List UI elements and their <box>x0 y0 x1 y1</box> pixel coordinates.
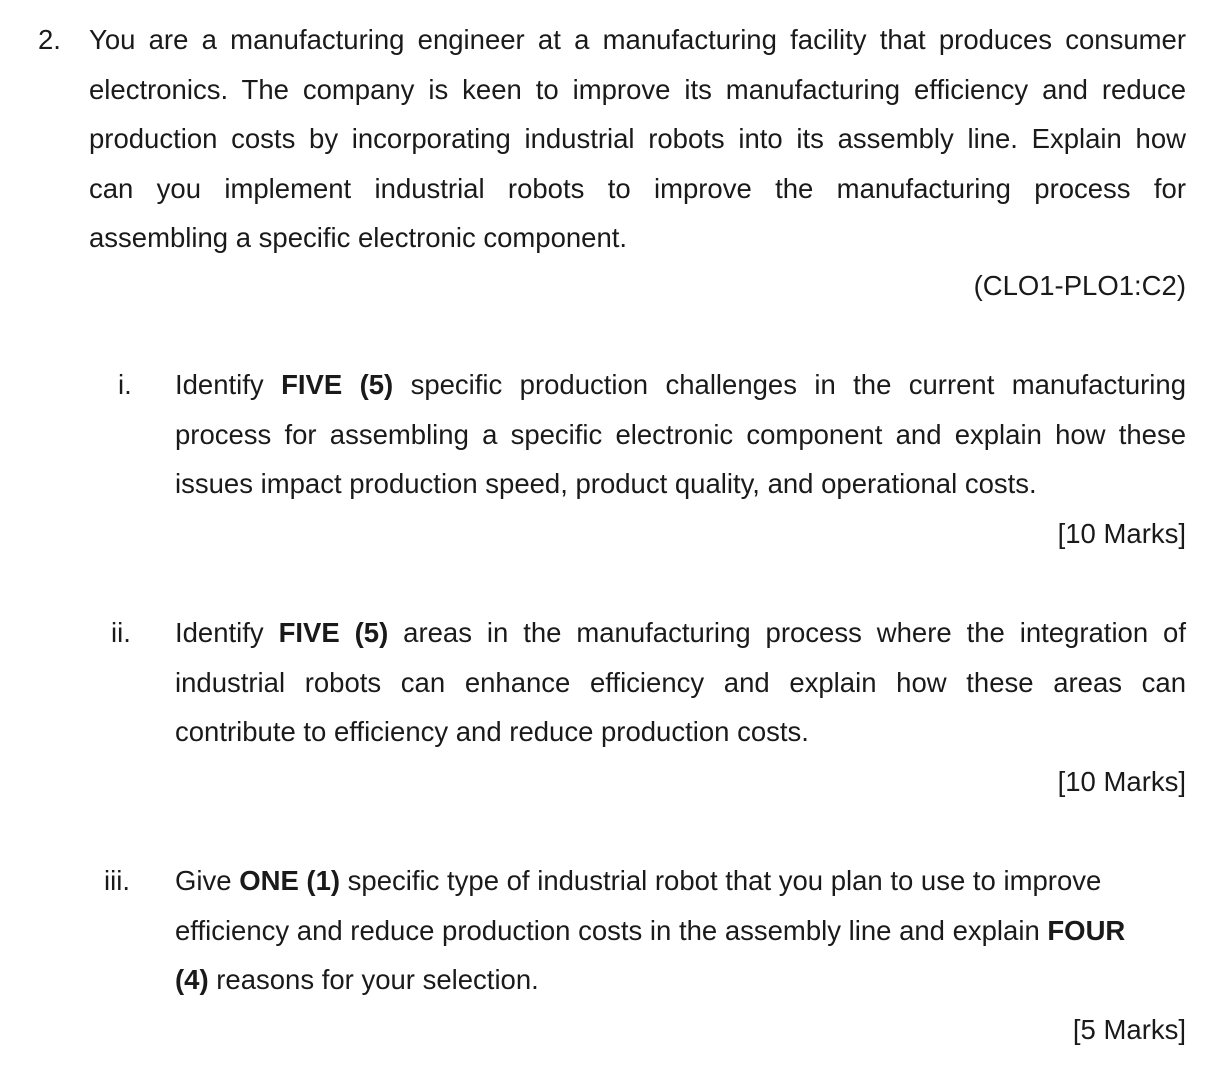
emphasis-count: FOUR <box>1047 914 1126 946</box>
sub-question-line-3: (4) reasons for your selection. <box>175 964 539 996</box>
emphasis-count: ONE (1) <box>239 865 341 896</box>
sub-question-line-3: issues impact production speed, product quality, and operational costs. <box>175 468 1037 500</box>
clo-reference: (CLO1-PLO1:C2) <box>973 270 1186 301</box>
marks-label: [10 Marks] <box>1057 766 1186 797</box>
sub-question-text <box>175 608 1186 757</box>
question-text <box>89 15 1186 263</box>
sub-question-numeral: i. <box>118 369 132 400</box>
marks-label: [10 Marks] <box>1057 518 1186 549</box>
emphasis-count: FIVE (5) <box>281 369 394 400</box>
sub-question-numeral: iii. <box>104 865 130 896</box>
question-line-3: production costs by incorporating industrial robots into its assembly line. Explain how <box>89 123 1186 155</box>
sub-question-line-1: Identify FIVE (5) areas in the manufacturing process where the integration of <box>175 617 1186 648</box>
sub-question-line-2: efficiency and reduce production costs in the assembly line and explain FOUR <box>175 914 1126 946</box>
sub-question-line-3: contribute to efficiency and reduce production costs. <box>175 716 809 748</box>
emphasis-count: FIVE (5) <box>278 617 389 648</box>
sub-question-line-1: Identify FIVE (5) specific production challenges in the current manufacturing <box>175 369 1186 400</box>
sub-question-text <box>175 856 1170 1005</box>
question-line-5: assembling a specific electronic component. <box>89 222 628 254</box>
emphasis-count: (4) <box>175 964 209 996</box>
question-line-1: You are a manufacturing engineer at a manufacturing facility that produces consumer <box>89 24 1186 55</box>
sub-question-line-2: industrial robots can enhance efficiency and explain how these areas can <box>175 666 1186 698</box>
question-line-2: electronics. The company is keen to improve its manufacturing efficiency and reduce <box>89 73 1186 105</box>
marks-label: [5 Marks] <box>1072 1014 1186 1045</box>
question-number: 2. <box>38 24 61 55</box>
sub-question-numeral: ii. <box>111 617 131 648</box>
question-line-4: can you implement industrial robots to improve the manufacturing process for <box>89 172 1186 204</box>
sub-question-text <box>175 360 1186 509</box>
sub-question-line-1: Give ONE (1) specific type of industrial robot that you plan to use to improve <box>175 865 1102 896</box>
sub-question-line-2: process for assembling a specific electronic component and explain how these <box>175 418 1186 450</box>
